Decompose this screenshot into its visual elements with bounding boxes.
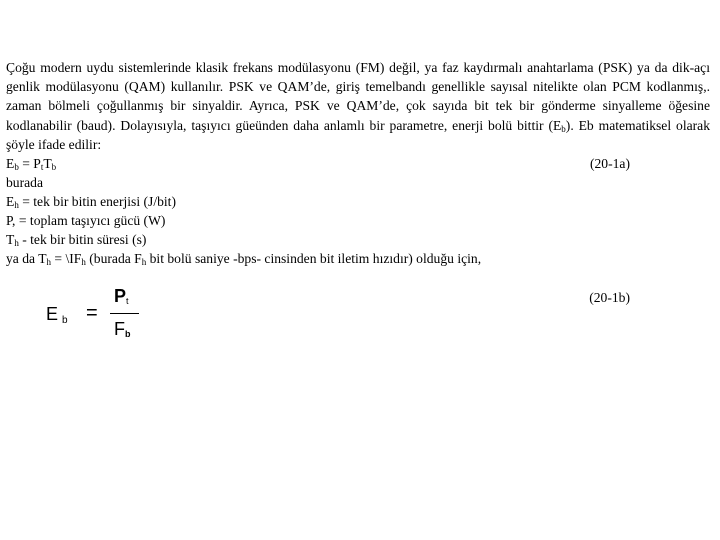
equation-number-1a: (20-1a) [589,156,630,171]
fraction-numerator: $P_t$ [114,286,129,306]
equation-number-1b: (20-1b) [589,290,630,305]
equation-20-1b [46,286,156,346]
fraction-denominator: $F_b$ [114,319,131,339]
burada-label: burada [6,175,43,190]
equation-20-1a: $E_b = P_tT_b$ (20-1a) [6,156,630,172]
fraction-bar [110,313,139,314]
equation-lhs: E $_b$ [46,304,68,326]
paragraph-text: Çoğu modern uydu sistemlerinde klasik frekans modülasyonu (FM) değil, ya faz kaydırmalı anahtarlama (PSK) ya da dik-açı genlik modülasyonu (QAM) kullanılır. PSK ve QAM’de, giriş temelbandı genellikle sayısal nitelikte olan PCM kodlanmış,. zaman bölmeli çoğullanmış bir sinyaldir. Ayrıca, PSK ve QAM’de, çok sayıda bit tek bir gönderme sinyalleme öğesine kodlanabilir (baud). Dolayısıyla, taşıyıcı güeünden daha anlamlı bir parametre, enerji bolü bittir (E [6,60,710,133]
definition-eb: $E_h$ = tek bir bitin enerjisi (J/bit) [6,194,176,210]
intro-paragraph [6,58,710,154]
equals-sign: = [86,302,98,324]
paragraph-subscript: b [561,123,566,134]
definition-tb: $T_h$ - tek bir bitin süresi (s) [6,232,147,248]
definition-pt: P, = toplam taşıyıcı gücü (W) [6,213,166,228]
definition-fb: ya da $T_h$ = $\backslash IF_h$ (burada $F_h$ bit bolü saniye -bps- cinsinden bit iletim hızıdır) olduğu için, [6,251,482,267]
paragraph-text-end: ). Eb matematiksel olarak şöyle ifade edilir: [6,117,710,152]
